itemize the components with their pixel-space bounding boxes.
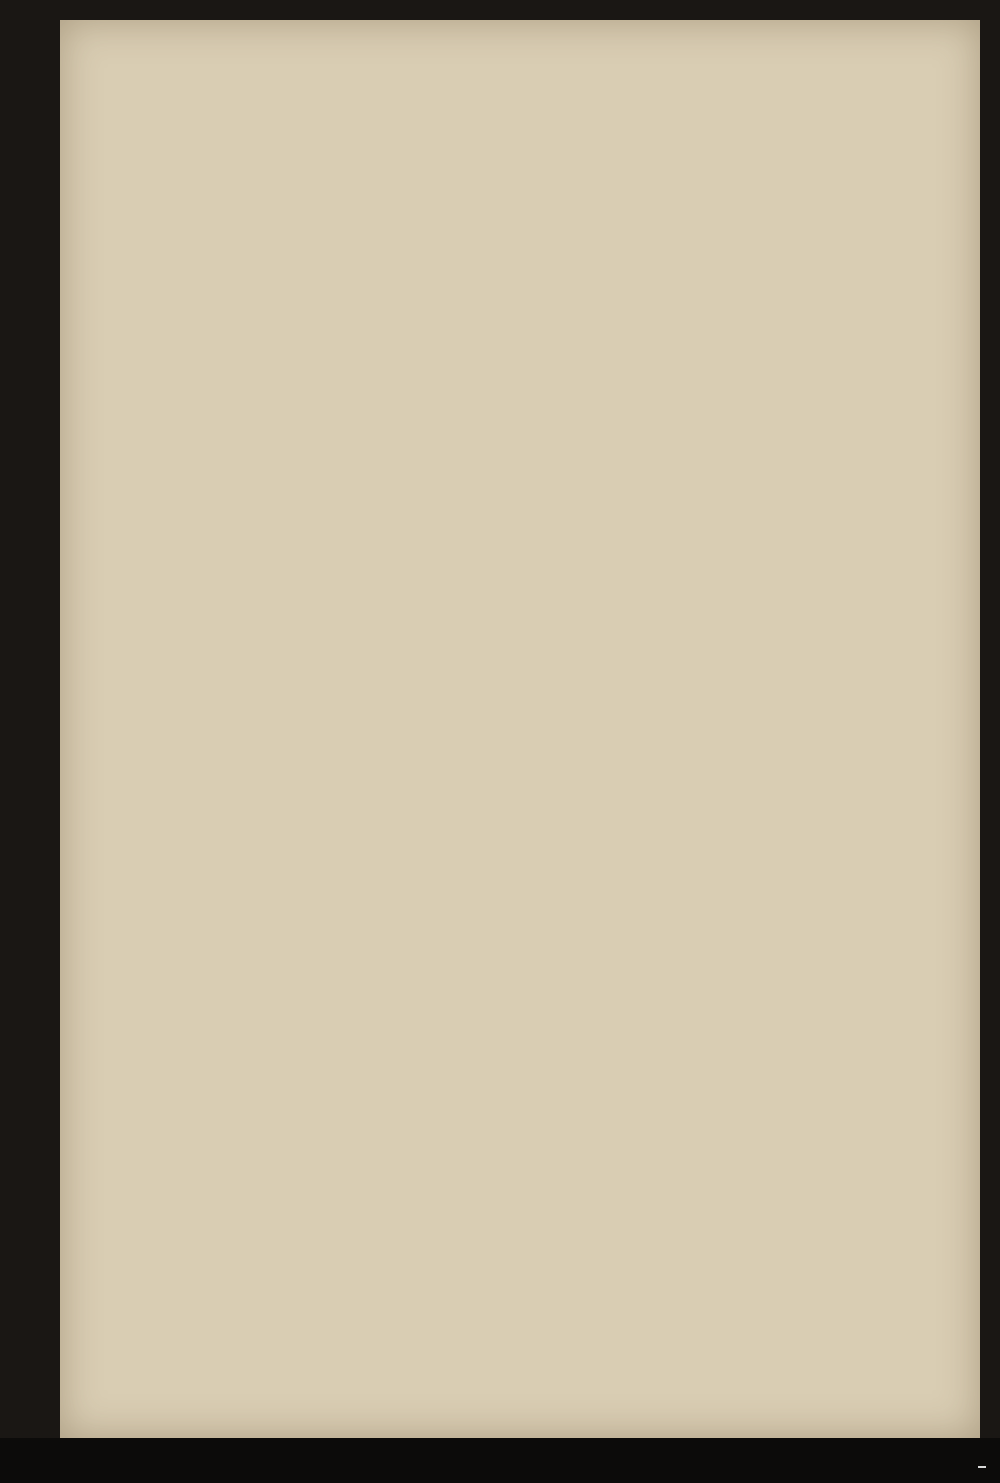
margin-note [74,675,144,695]
paragraph [148,160,520,190]
footer-bar [0,1438,1000,1483]
left-column [148,120,520,318]
document-page [60,20,980,1438]
paragraph [542,120,914,150]
paragraph [542,239,914,269]
margin-note [910,585,980,605]
dfg-logo [978,1466,986,1468]
paragraph [542,160,914,190]
paragraph [148,279,520,309]
paragraph [148,199,520,229]
paragraph [148,239,520,269]
running-head [60,65,980,109]
section-mark [120,498,148,526]
paragraph [542,199,914,229]
catchword [850,1330,880,1358]
section-mark [910,550,938,578]
section-mark [115,1112,143,1140]
margin-note [910,855,980,875]
paragraph [148,120,520,150]
digitization-credit [972,1458,986,1471]
right-column [542,120,914,279]
